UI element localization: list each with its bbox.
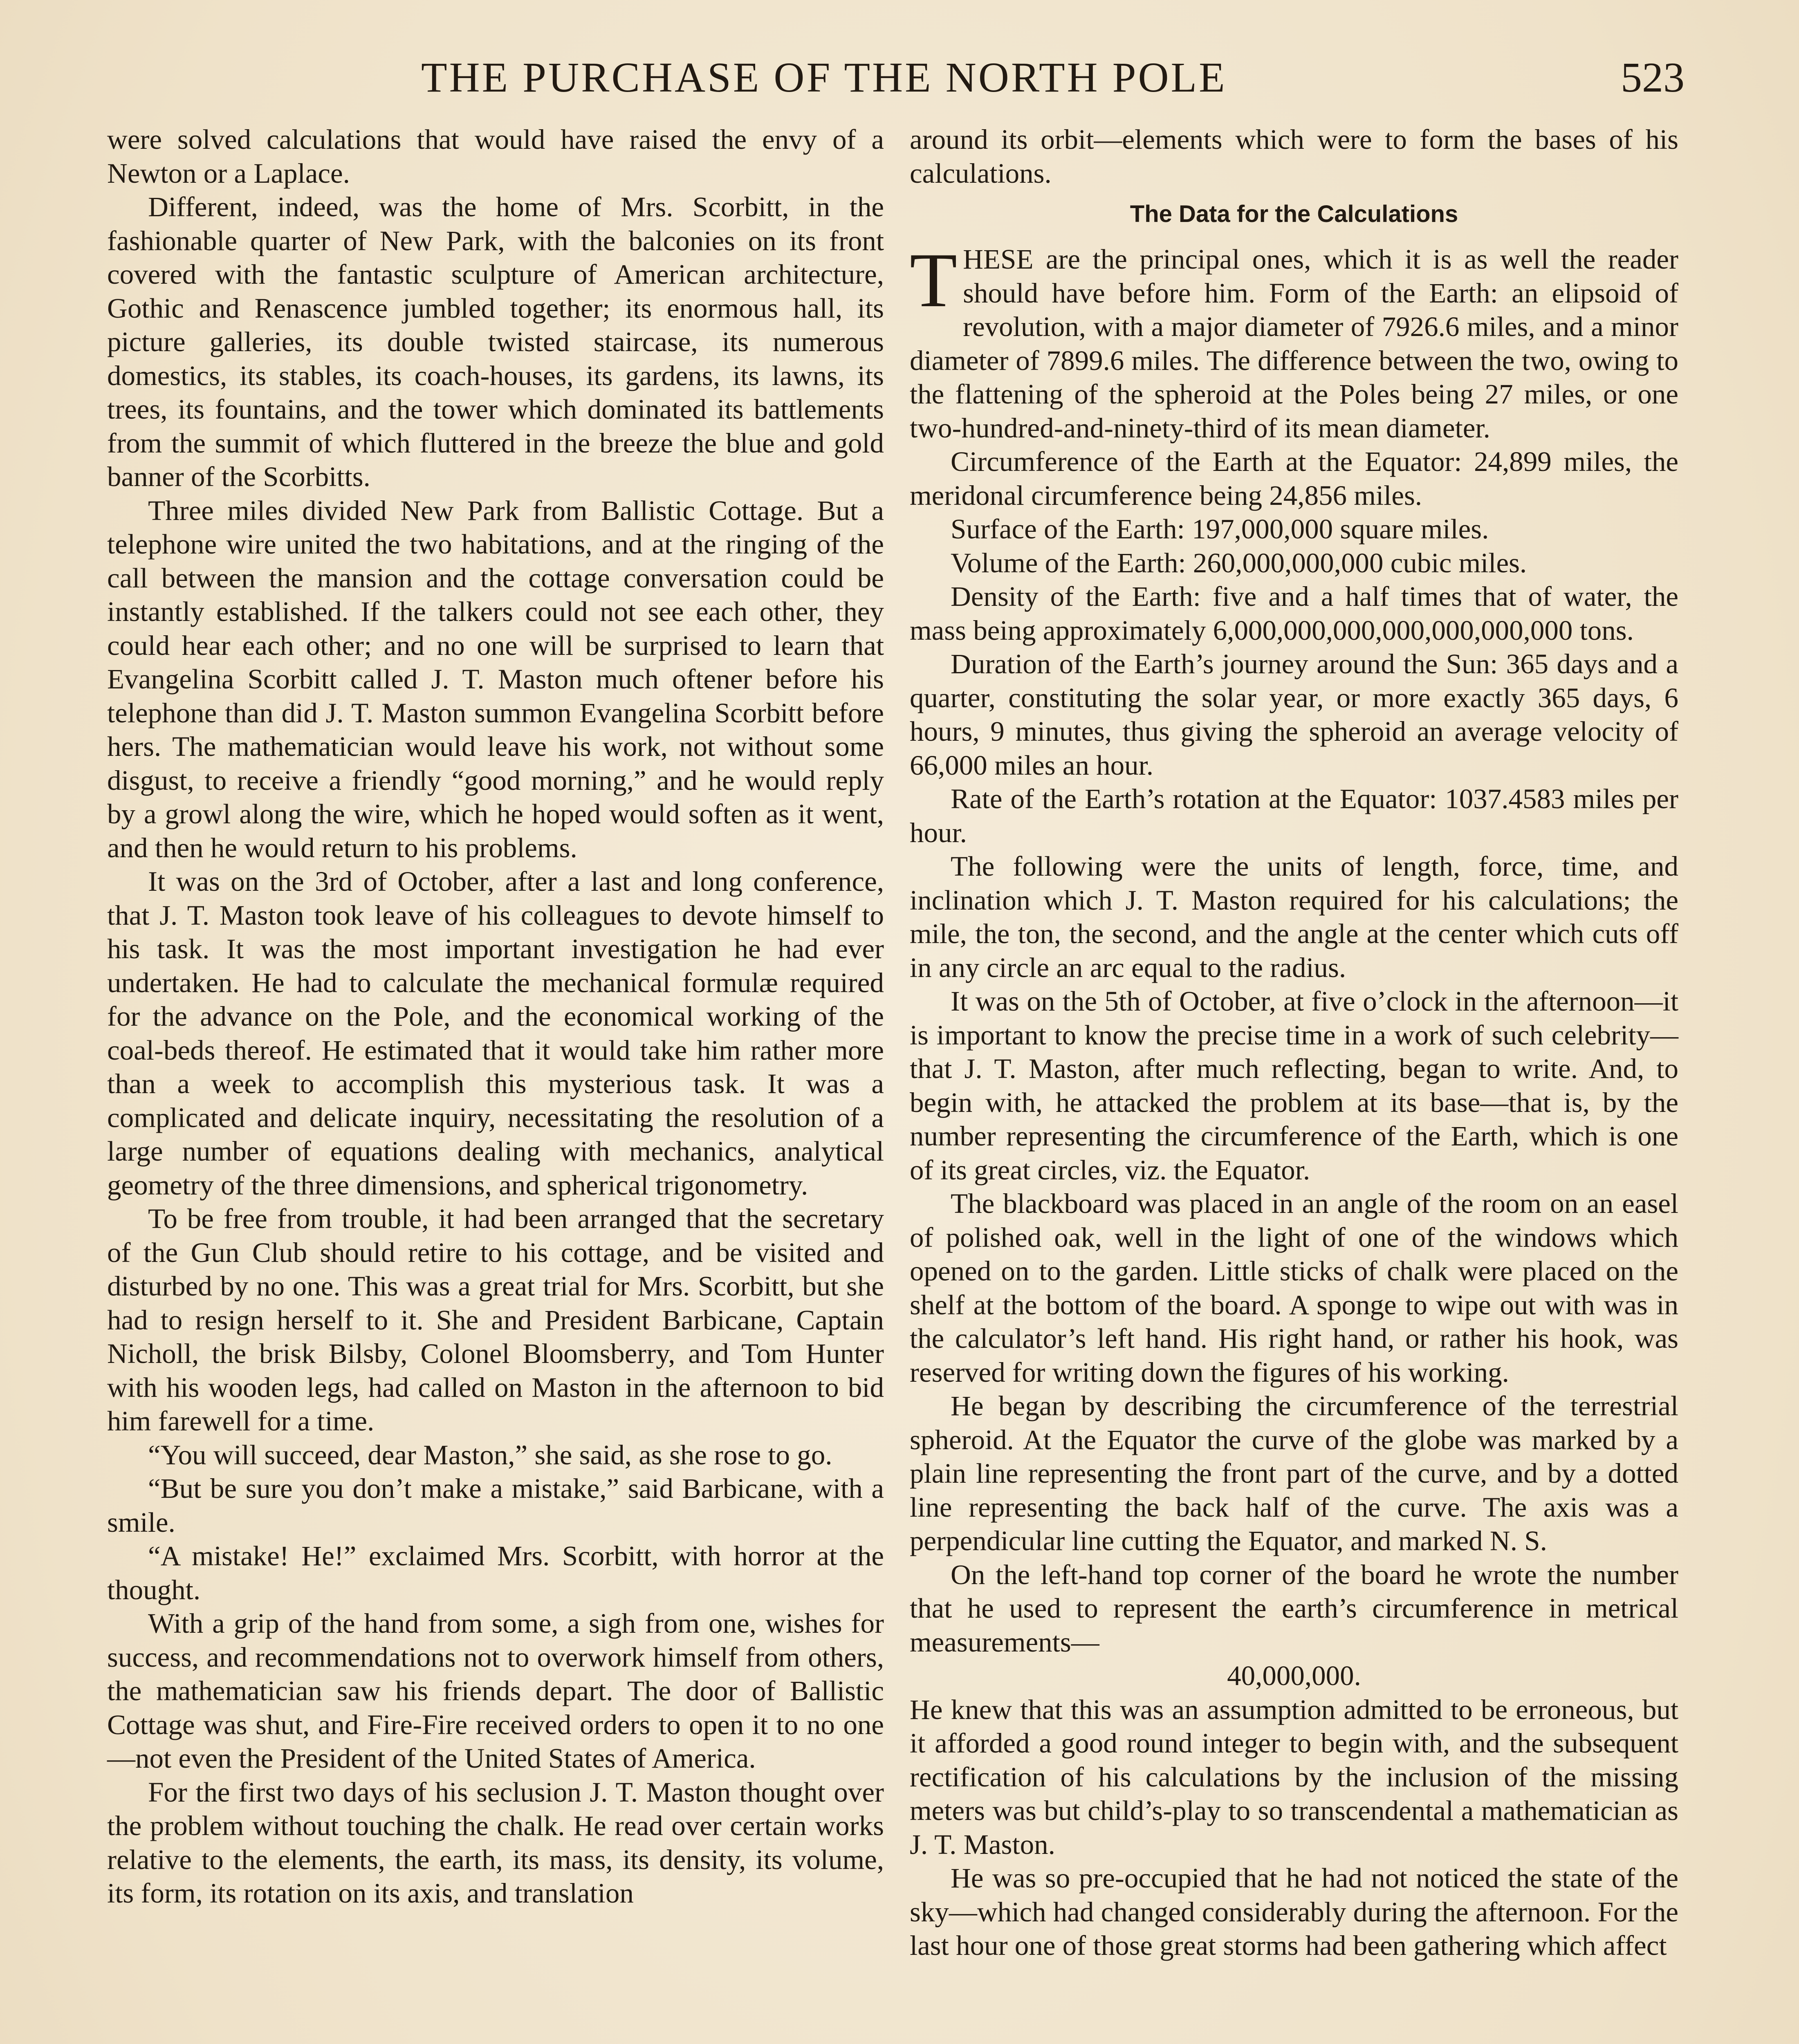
paragraph: The following were the units of length, force, time, and inclination which J. T. Maston required for his calculations; the mile, the ton, the second, and the angle at the center which cuts off in any circle an arc equal to the radius. [910,851,1678,983]
section-subheading: The Data for the Calculations [1130,201,1458,227]
paragraph: It was on the 3rd of October, after a last and long conference, that J. T. Maston took leave of his colleagues to devote himself to his task. It was the most important investigation he had ever undertaken. He had to calculate the mechanical formulæ required for the advance on the Pole, and the economical working of the coal-beds thereof. He estimated that it would take him rather more than a week to accomplish this mysterious task. It was a complicated and delicate inquiry, necessitating the resolution of a large number of equations dealing with mechanics, analytical geometry of the three dimensions, and spherical trigonometry. [107,866,884,1201]
paragraph: Three miles divided New Park from Ballistic Cottage. But a telephone wire united the two habitations, and at the ringing of the call between the mansion and the cottage conversation could be instantly established. If the talkers could not see each other, they could hear each other; and no one will be surprised to learn that Evangelina Scorbitt called J. T. Maston much oftener before his telephone than did J. T. Maston summon Evangelina Scorbitt before hers. The mathematician would leave his work, not without some disgust, to receive a friendly “good morning,” and he would reply by a growl along the wire, which he hoped would soften as it went, and then he would return to his problems. [107,495,884,863]
page-number: 523 [1621,54,1685,101]
paragraph: It was on the 5th of October, at five o’clock in the afternoon—it is important to know the precise time in a work of such celebrity—that J. T. Maston, after much reflecting, began to write. And, to begin with, he attacked the problem at its base—that is, by the number representing the circumference of the Earth, which is one of its great circles, viz. the Equator. [910,986,1678,1186]
paragraph: To be free from trouble, it had been arranged that the secretary of the Gun Club should retire to his cottage, and be visited and disturbed by no one. This was a great trial for Mrs. Scorbitt, but she had to resign herself to it. She and President Barbicane, Captain Nicholl, the brisk Bilsby, Colonel Bloomsberry, and Tom Hunter with his wooden legs, had called on Maston in the afternoon to bid him farewell for a time. [107,1203,884,1437]
paragraph: “You will succeed, dear Maston,” she said, as she rose to go. [148,1439,832,1470]
paragraph: He began by describing the circumference of the terrestrial spheroid. At the Equator the curve of the globe was marked by a plain line representing the front part of the curve, and by a dotted line representing the back half of the curve. The axis was a perpendicular line cutting the Equator, and marked N. S. [910,1390,1678,1556]
left-column [107,123,884,1910]
paragraph: With a grip of the hand from some, a sigh from one, wishes for success, and recommendations not to overwork himself from others, the mathematician saw his friends depart. The door of Ballistic Cottage was shut, and Fire-Fire received orders to open it to no one—not even the President of the United States of America. [107,1608,884,1774]
paragraph: around its orbit—elements which were to form the bases of his calculations. [910,124,1678,189]
paragraph: Rate of the Earth’s rotation at the Equator: 1037.4583 miles per hour. [910,783,1678,848]
paragraph: “But be sure you don’t make a mistake,” said Barbicane, with a smile. [107,1473,884,1538]
paragraph: On the left-hand top corner of the board he wrote the number that he used to represent the earth’s circumference in metrical measurements— [910,1559,1678,1658]
paragraph-text: HESE are the principal ones, which it is as well the reader should have before him. Form of the Earth: an elipsoid of revolution, with a major diameter of 7926.6 miles, and a minor diameter of 7899.6 miles. The difference between the two, owing to the flattening of the spheroid at the Poles being 27 miles, or one two-hundred-and-ninety-third of its mean diameter. [910,244,1678,444]
paragraph: Different, indeed, was the home of Mrs. Scorbitt, in the fashionable quarter of New Park, with the balconies on its front covered with the fantastic sculpture of American architecture, Gothic and Renascence jumbled together; its enormous hall, its picture galleries, its double twisted staircase, its numerous domestics, its stables, its coach-houses, its gardens, its lawns, its trees, its fountains, and the tower which dominated its battlements from the summit of which fluttered in the breeze the blue and gold banner of the Scorbitts. [107,191,884,492]
circumference-number: 40,000,000. [1227,1660,1361,1691]
running-header [0,53,1799,106]
paragraph: Density of the Earth: five and a half times that of water, the mass being approximately 6,000,000,000,000,000,000,000 tons. [910,581,1678,646]
paragraph: For the first two days of his seclusion J. T. Maston thought over the problem without touching the chalk. He read over certain works relative to the elements, the earth, its mass, its density, its volume, its form, its rotation on its axis, and translation [107,1776,884,1909]
paragraph: were solved calculations that would have raised the envy of a Newton or a Laplace. [107,124,884,189]
paragraph: He was so pre-occupied that he had not noticed the state of the sky—which had changed considerably during the afternoon. For the last hour one of those great storms had been gathering which affect [910,1862,1678,1961]
paragraph: Duration of the Earth’s journey around the Sun: 365 days and a quarter, constituting the solar year, or more exactly 365 days, 6 hours, 9 minutes, thus giving the spheroid an average velocity of 66,000 miles an hour. [910,648,1678,781]
paragraph: Circumference of the Earth at the Equator: 24,899 miles, the meridonal circumference being 24,856 miles. [910,446,1678,511]
paragraph: Surface of the Earth: 197,000,000 square miles. [951,513,1489,545]
paragraph: He knew that this was an assumption admitted to be erroneous, but it afforded a good round integer to begin with, and the subsequent rectification of his calculations by the inclusion of the missing meters was but child’s-play to so transcendental a mathematician as J. T. Maston. [910,1694,1678,1860]
paragraph: The blackboard was placed in an angle of the room on an easel of polished oak, well in the light of one of the windows which opened on to the garden. Little sticks of chalk were placed on the shelf at the bottom of the board. A sponge to wipe out with was in the calculator’s left hand. His right hand, or rather his hook, was reserved for writing down the figures of his working. [910,1188,1678,1388]
running-title: THE PURCHASE OF THE NORTH POLE [421,54,1227,101]
paragraph: Volume of the Earth: 260,000,000,000 cubic miles. [951,547,1527,578]
drop-cap: T [910,238,958,323]
right-column [910,123,1678,1963]
paragraph-with-dropcap [910,238,1678,445]
paragraph: “A mistake! He!” exclaimed Mrs. Scorbitt, with horror at the thought. [107,1540,884,1605]
